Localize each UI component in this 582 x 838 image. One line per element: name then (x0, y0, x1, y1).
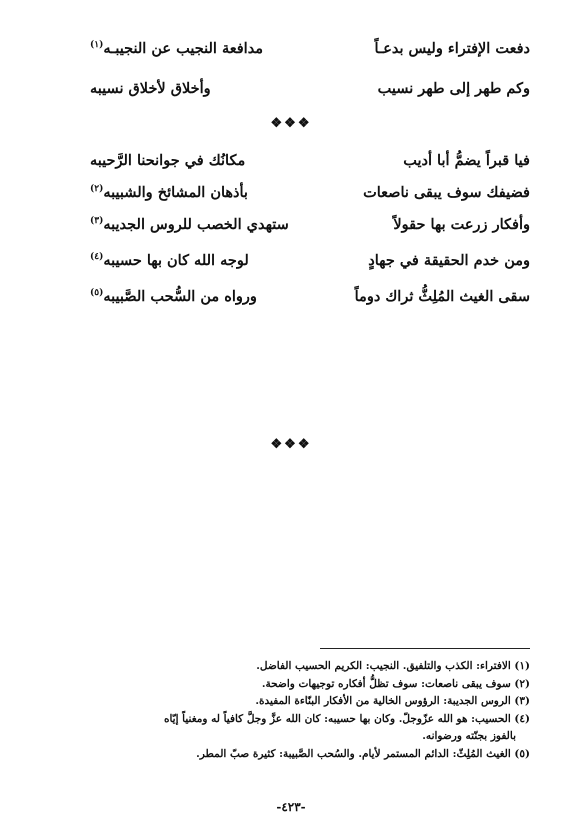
footnote-item: (١) الافتراء: الكذب والتلفيق. النجيب: الكريم الحسيب الفاضل. (256, 660, 530, 672)
verse-line (90, 148, 530, 172)
footnote-item: (٥) الغيث المُلِثّ: الدائم المستمر لأيام. والسُحب الصَّبيبة: كثيرة صبّ المطر. (196, 747, 530, 760)
section-separator: ❖❖❖ (270, 437, 312, 452)
verse-second-hemistich: لوجه الله كان بها حسيبه$^{(٤)}$ (90, 251, 249, 269)
footnote-marker: (٣) (90, 215, 104, 226)
verse-first-hemistich: سقى الغيث المُلِثُّ ثراك دوماً (354, 287, 530, 305)
footnote-marker: (٤) (90, 251, 104, 262)
verse-second-hemistich: مكانُك في جوانحنا الرَّحيبه (90, 151, 246, 169)
verse-second-hemistich: وأخلاق لأخلاق نسيبه (90, 79, 211, 97)
footnote-item: (٢) سوف يبقى ناصعات: سوف تظلُّ أفكاره توجيهات واضحة. (261, 677, 530, 690)
verse-line (90, 180, 530, 204)
verse-second-hemistich: ستهدي الخصب للروس الجديبه$^{(٣)}$ (90, 215, 289, 233)
verse-first-hemistich: وكم طهر إلى طهر نسيب (377, 79, 530, 97)
verse-first-hemistich: فيا قبراً يضمُّ أبا أديب (403, 151, 530, 169)
verse-second-hemistich: ورواه من السُّحب الصَّبيبه$^{(٥)}$ (90, 287, 257, 305)
verse-line (90, 248, 530, 272)
footnote-marker: (٥) (90, 287, 104, 298)
verse-line (90, 284, 530, 308)
footnotes (52, 658, 530, 763)
footnote-continuation: بالفوز بجنّته ورضوانه. (422, 730, 516, 742)
verse-line (90, 76, 530, 100)
section-separator: ❖❖❖ (270, 116, 312, 131)
verse-first-hemistich: دفعت الإفتراء وليس بدعـاً (374, 39, 530, 57)
verse-second-hemistich: مدافعة النجيب عن النجيبـه$^{(١)}$ (90, 39, 264, 57)
footnote-item: (٣) الروس الجديبة: الرؤوس الخالية من الأفكار البنّاءة المفيدة. (255, 695, 530, 707)
verse-line (90, 212, 530, 236)
verse-second-hemistich: بأذهان المشائخ والشبيبه$^{(٢)}$ (90, 183, 248, 201)
page-number: -٤٢٣- (276, 800, 306, 814)
verse-first-hemistich: ومن خدم الحقيقة في جهادٍ (368, 251, 530, 269)
footnote-item: (٤) الحسيب: هو الله عزّوجلّ. وكان بها حسيبه: كان الله عزَّ وجلَّ كافياً له ومغنياً إيّاه (163, 712, 530, 725)
verse-first-hemistich: فضيفك سوف يبقى ناصعات (363, 183, 530, 201)
footnote-marker: (١) (90, 39, 104, 50)
footnote-marker: (٢) (90, 183, 104, 194)
verse-line (90, 36, 530, 60)
verse-first-hemistich: وأفكار زرعت بها حقولاً (393, 215, 530, 233)
footnote-divider (320, 648, 530, 649)
